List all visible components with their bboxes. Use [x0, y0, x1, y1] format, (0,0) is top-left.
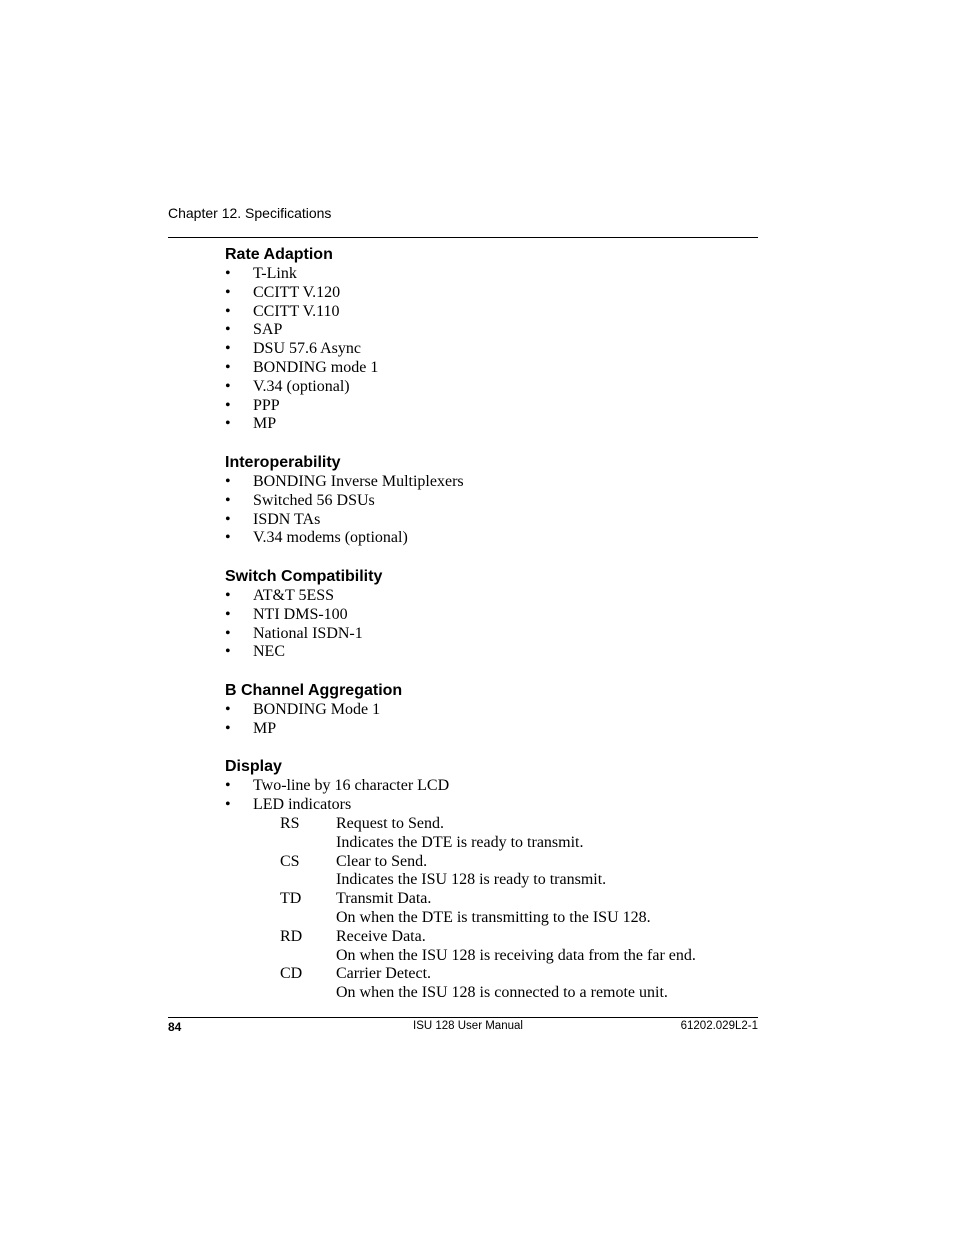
bullet-item — [225, 701, 765, 720]
led-name: Receive Data. — [336, 927, 426, 945]
bullet-text: BONDING mode 1 — [253, 358, 379, 376]
bullet-item — [225, 321, 765, 340]
led-description: Indicates the ISU 128 is ready to transmit. — [336, 871, 607, 889]
bullet-item — [225, 359, 765, 378]
bullet-text: BONDING Inverse Multiplexers — [253, 472, 464, 490]
bullet-icon: • — [225, 624, 231, 642]
bullet-text: Two-line by 16 character LCD — [253, 777, 450, 795]
led-code: RS — [280, 814, 300, 832]
manual-title: ISU 128 User Manual — [413, 1020, 523, 1032]
bullet-item — [225, 340, 765, 359]
bullet-text: SAP — [253, 321, 283, 339]
bullet-icon: • — [225, 377, 231, 395]
bullet-text: Switched 56 DSUs — [253, 491, 375, 509]
footer-rule — [168, 1017, 758, 1018]
bullet-icon: • — [225, 283, 231, 301]
page-content — [225, 245, 765, 1022]
bullet-icon: • — [225, 358, 231, 376]
bullet-item — [225, 265, 765, 284]
bullet-icon: • — [225, 415, 231, 433]
bullet-text: National ISDN-1 — [253, 624, 363, 642]
bullet-icon: • — [225, 777, 231, 795]
section-title: Switch Compatibility — [225, 567, 383, 585]
led-name: Transmit Data. — [336, 890, 432, 908]
bullet-icon: • — [225, 796, 231, 814]
bullet-text: CCITT V.120 — [253, 283, 341, 301]
bullet-icon: • — [225, 529, 231, 547]
bullet-text: AT&T 5ESS — [253, 586, 335, 604]
bullet-icon: • — [225, 302, 231, 320]
bullet-icon: • — [225, 510, 231, 528]
bullet-item — [225, 492, 765, 511]
bullet-text: NTI DMS-100 — [253, 605, 348, 623]
bullet-icon: • — [225, 491, 231, 509]
section-title: Display — [225, 758, 282, 776]
bullet-item — [225, 378, 765, 397]
led-row — [280, 815, 765, 853]
spec-section — [225, 567, 765, 662]
bullet-text: DSU 57.6 Async — [253, 340, 362, 358]
spec-section — [225, 245, 765, 434]
section-title: B Channel Aggregation — [225, 681, 403, 699]
bullet-text: BONDING Mode 1 — [253, 700, 381, 718]
bullet-item — [225, 473, 765, 492]
bullet-icon: • — [225, 719, 231, 737]
led-code: CS — [280, 852, 300, 870]
section-title: Rate Adaption — [225, 246, 333, 263]
bullet-list — [225, 473, 765, 548]
led-row — [280, 890, 765, 928]
bullet-icon: • — [225, 605, 231, 623]
bullet-text: V.34 (optional) — [253, 377, 350, 395]
bullet-item — [225, 529, 765, 548]
led-code: RD — [280, 927, 303, 945]
led-description: On when the ISU 128 is receiving data from the far end. — [336, 946, 696, 964]
section-title: Interoperability — [225, 453, 341, 471]
bullet-text: MP — [253, 415, 277, 433]
led-description: On when the DTE is transmitting to the ISU 128. — [336, 908, 651, 926]
bullet-text: CCITT V.110 — [253, 302, 340, 320]
bullet-list — [225, 777, 765, 815]
bullet-text: NEC — [253, 643, 285, 661]
bullet-item — [225, 511, 765, 530]
bullet-item — [225, 587, 765, 606]
bullet-list — [225, 265, 765, 434]
running-header: Chapter 12. Specifications — [168, 205, 332, 221]
bullet-text: MP — [253, 719, 277, 737]
header-rule — [168, 237, 758, 238]
bullet-icon: • — [225, 265, 231, 282]
document-number: 61202.029L2-1 — [680, 1020, 758, 1032]
spec-sections — [225, 245, 765, 739]
led-name: Request to Send. — [336, 814, 444, 832]
led-row — [280, 928, 765, 966]
bullet-item — [225, 720, 765, 739]
bullet-list — [225, 587, 765, 662]
led-code: TD — [280, 890, 302, 908]
bullet-icon: • — [225, 321, 231, 339]
bullet-text: ISDN TAs — [253, 510, 321, 528]
bullet-item — [225, 303, 765, 322]
bullet-item — [225, 643, 765, 662]
page-number: 84 — [168, 1020, 182, 1034]
bullet-item — [225, 284, 765, 303]
bullet-text: V.34 modems (optional) — [253, 529, 408, 547]
bullet-text: T-Link — [253, 265, 297, 282]
bullet-item — [225, 625, 765, 644]
bullet-text: LED indicators — [253, 796, 352, 814]
spec-section — [225, 681, 765, 739]
bullet-item — [225, 606, 765, 625]
bullet-icon: • — [225, 700, 231, 718]
led-indicator-table — [280, 815, 765, 1003]
bullet-icon: • — [225, 643, 231, 661]
led-row — [280, 853, 765, 891]
led-name: Carrier Detect. — [336, 965, 432, 983]
bullet-list — [225, 701, 765, 739]
bullet-icon: • — [225, 472, 231, 490]
bullet-item — [225, 415, 765, 434]
bullet-icon: • — [225, 340, 231, 358]
led-description: On when the ISU 128 is connected to a remote unit. — [336, 984, 668, 1002]
led-code: CD — [280, 965, 303, 983]
bullet-item — [225, 397, 765, 416]
led-row — [280, 965, 765, 1003]
bullet-icon: • — [225, 586, 231, 604]
bullet-item — [225, 777, 765, 796]
bullet-text: PPP — [253, 396, 280, 414]
bullet-icon: • — [225, 396, 231, 414]
spec-section — [225, 453, 765, 548]
led-description: Indicates the DTE is ready to transmit. — [336, 833, 584, 851]
bullet-item — [225, 796, 765, 815]
led-name: Clear to Send. — [336, 852, 428, 870]
spec-section-display — [225, 757, 765, 1003]
